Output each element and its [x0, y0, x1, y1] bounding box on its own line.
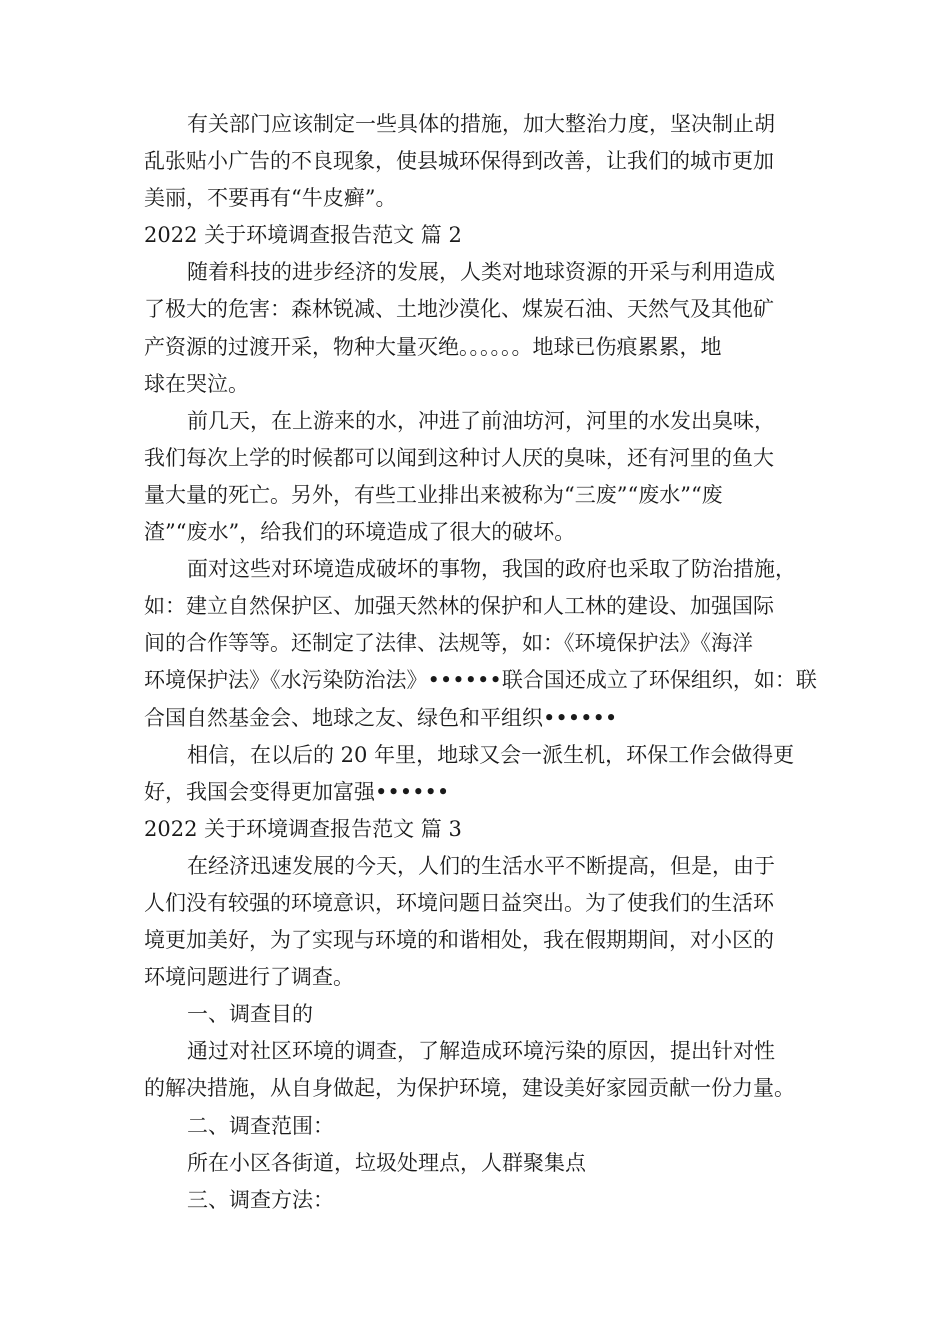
text-line: 量大量的死亡。另外，有些工业排出来被称为“三废”“废水”“废 [144, 482, 723, 507]
text-line: 合国自然基金会、地球之友、绿色和平组织•••••• [144, 705, 618, 730]
text-line: 三、调查方法： [187, 1187, 334, 1212]
text-line: 通过对社区环境的调查，了解造成环境污染的原因，提出针对性 [187, 1039, 775, 1064]
text-line: 的解决措施，从自身做起，为保护环境，建设美好家园贡献一份力量。 [144, 1076, 795, 1101]
text-line: 产资源的过渡开采，物种大量灭绝。。。。。。地球已伤痕累累，地 [144, 334, 722, 359]
text-line: 有关部门应该制定一些具体的措施，加大整治力度，坚决制止胡 [187, 112, 775, 136]
text-line: 在经济迅速发展的今天，人们的生活水平不断提高，但是，由于 [187, 853, 775, 878]
text-line: 随着科技的进步经济的发展，人类对地球资源的开采与利用造成 [187, 260, 775, 285]
text-line: 球在哭泣。 [144, 371, 249, 396]
text-line: 前几天，在上游来的水，冲进了前油坊河，河里的水发出臭味， [187, 408, 775, 433]
text-line: 一、调查目的 [187, 1002, 313, 1027]
text-line: 美丽，不要再有“牛皮癣”。 [144, 186, 397, 211]
text-line: 相信，在以后的 20 年里，地球又会一派生机，环保工作会做得更 [187, 742, 795, 767]
text-line: 2022 关于环境调查报告范文 篇 2 [144, 223, 462, 248]
text-line: 二、调查范围： [187, 1113, 334, 1138]
text-line: 2022 关于环境调查报告范文 篇 3 [144, 816, 462, 841]
text-line: 好，我国会变得更加富强•••••• [144, 779, 450, 804]
text-line: 间的合作等等。还制定了法律、法规等，如：《环境保护法》《海洋 [144, 631, 753, 656]
text-line: 环境保护法》《水污染防治法》••••••联合国还成立了环保组织，如：联 [144, 668, 817, 693]
text-line: 如：建立自然保护区、加强天然林的保护和人工林的建设、加强国际 [144, 594, 774, 619]
text-line: 乱张贴小广告的不良现象，使县城环保得到改善，让我们的城市更加 [144, 149, 774, 174]
text-line: 境更加美好，为了实现与环境的和谐相处，我在假期期间，对小区的 [144, 928, 774, 953]
text-line: 人们没有较强的环境意识，环境问题日益突出。为了使我们的生活环 [144, 890, 774, 915]
text-line: 环境问题进行了调查。 [144, 965, 354, 990]
text-line: 面对这些对环境造成破坏的事物，我国的政府也采取了防治措施， [187, 557, 796, 582]
text-line: 所在小区各街道，垃圾处理点，人群聚集点 [187, 1150, 586, 1175]
text-line: 我们每次上学的时候都可以闻到这种讨人厌的臭味，还有河里的鱼大 [144, 445, 774, 470]
text-line: 渣”“废水”，给我们的环境造成了很大的破坏。 [144, 520, 576, 545]
document-body [144, 106, 914, 1219]
text-line: 了极大的危害：森林锐减、土地沙漠化、煤炭石油、天然气及其他矿 [144, 297, 774, 322]
